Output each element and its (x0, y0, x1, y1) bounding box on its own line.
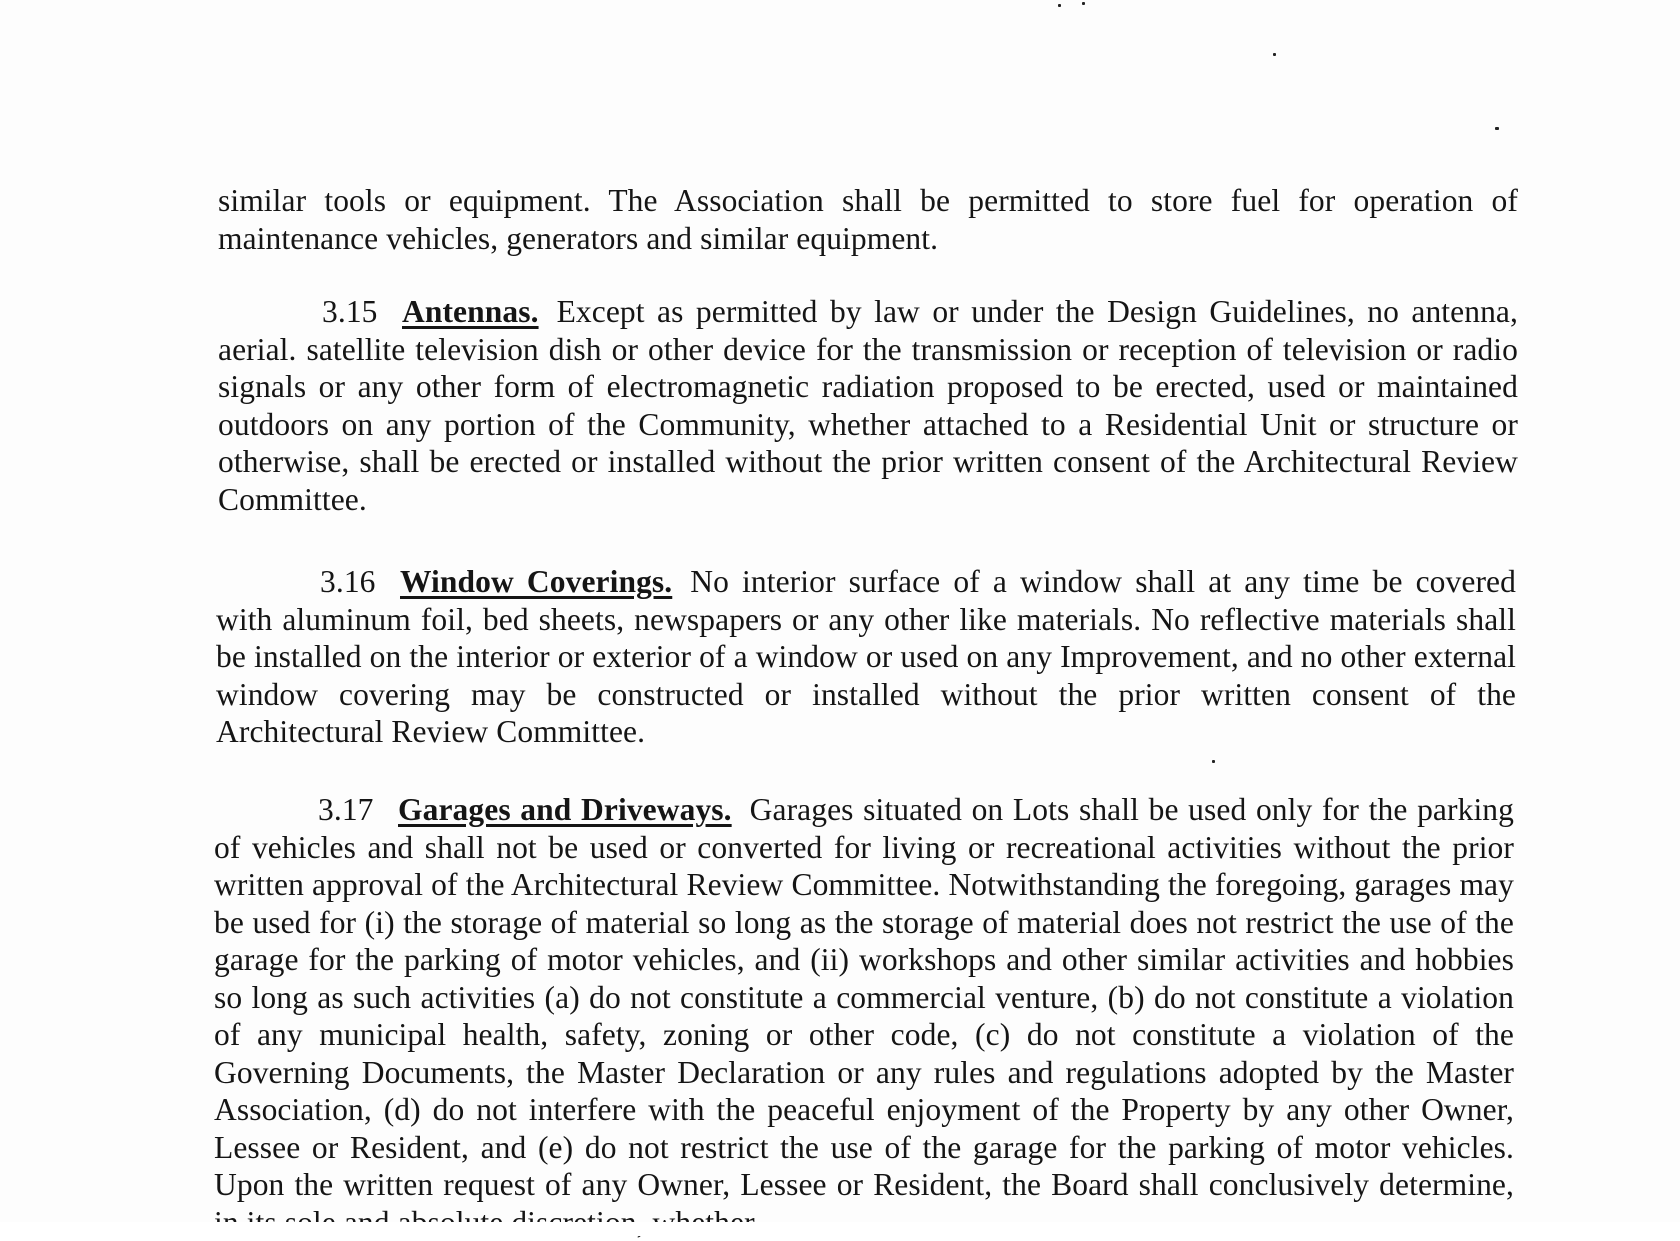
paragraph-body: Garages situated on Lots shall be used only for the parking of vehicles and shall not be used or converted for living or recreational activities without the prior written approval of the Architectural Review Committee. Notwithstanding the foregoing, garages may be used for (i) the storage of material so long as the storage of material does not restrict the use of the garage for the parking of motor vehicles, and (ii) workshops and other similar activities and hobbies so long as such activities (a) do not constitute a commercial venture, (b) do not constitute a violation of any municipal health, safety, zoning or other code, (c) do not constitute a violation of the Governing Documents, the Master Declaration or any rules and regulations adopted by the Master Association, (d) do not interfere with the peaceful enjoyment of the Property by any other Owner, Lessee or Resident, and (e) do not restrict the use of the garage for the parking of motor vehicles. Upon the written request of any Owner, Lessee or Resident, the Board shall conclusively determine, (214, 792, 1514, 1202)
scan-speck (1495, 127, 1499, 130)
section-number: 3.16 (320, 564, 376, 599)
scan-speck (1058, 4, 1061, 7)
section-number: 3.17 (318, 792, 374, 827)
section-number: 3.15 (322, 294, 378, 329)
section-heading: Window Coverings. (400, 564, 673, 599)
scan-speck (1082, 2, 1085, 5)
section-heading: Garages and Driveways. (398, 792, 732, 827)
paragraph-body: No interior surface of a window shall at any time be covered with aluminum foil, bed sheets, newspapers or any other like materials. No reflective materials shall be installed on the interior or exterior of a window or used on any Improvement, and no other external window covering may be constructed or installed without the prior written consent of the Architectural Review Committee. (216, 564, 1516, 749)
paragraph-body: similar tools or equipment. The Association shall be permitted to store fuel for operation of maintenance vehicles, generators and similar equipment. (218, 183, 1518, 256)
paragraph-continuation (218, 182, 1518, 257)
section-heading: Antennas. (402, 294, 539, 329)
scan-speck (1273, 53, 1276, 56)
section-3-16 (216, 563, 1516, 751)
scan-speck (1212, 760, 1215, 763)
section-3-17 (214, 791, 1514, 1241)
section-3-15 (218, 293, 1518, 518)
page-crop-edge (0, 1222, 1680, 1236)
paragraph-body: Except as permitted by law or under the Design Guidelines, no antenna, aerial. satellite television dish or other device for the transmission or reception of television or radio signals or any other form of electromagnetic radiation proposed to be erected, used or maintained outdoors on any portion of the Community, whether attached to a Residential Unit or structure or otherwise, shall be erected or installed without the prior written consent of the Architectural Review Committee. (218, 294, 1518, 517)
